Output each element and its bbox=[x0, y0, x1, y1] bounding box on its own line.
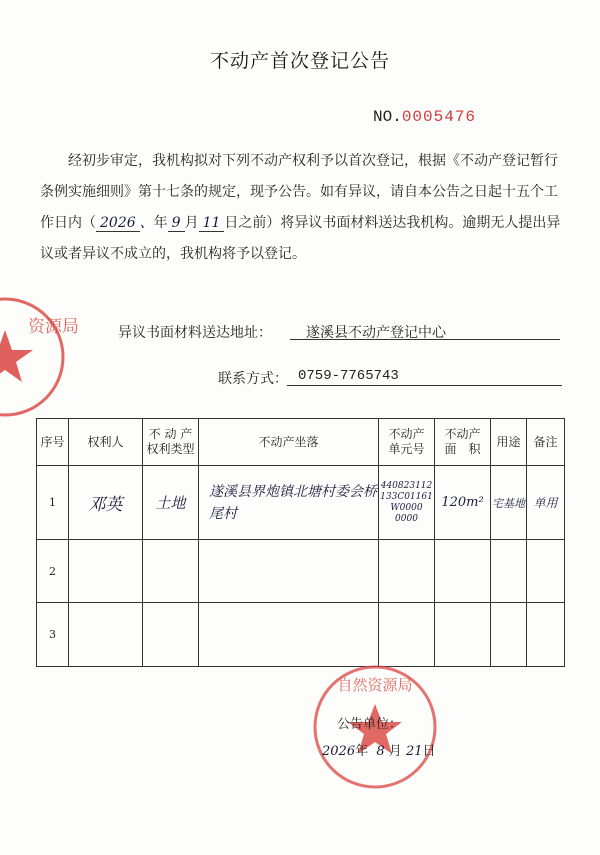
body-text-1: 经初步审定，我机构拟对下列不动产权利予以首次登记，根据《不动产登记暂行条例实施细则》第十七条的规定，现予公告。如有异议，请自本公告之日起十五个工作日内（ bbox=[40, 153, 558, 231]
row-area: 120m² bbox=[435, 466, 491, 540]
row-use bbox=[491, 540, 527, 603]
footer-issuer-label: 公告单位： bbox=[337, 717, 403, 732]
row-location bbox=[199, 603, 379, 667]
row-owner: 邓英 bbox=[69, 466, 143, 540]
row-type bbox=[143, 603, 199, 667]
row-unit-line4: 0000 bbox=[395, 513, 418, 524]
footer-year-unit: 年 bbox=[355, 744, 369, 759]
deadline-year-sep: 、 bbox=[139, 215, 154, 231]
page-title: 不动产首次登记公告 bbox=[209, 50, 390, 72]
row-unit-line3: W0000 bbox=[390, 502, 423, 513]
contact-value: 0759-7765743 bbox=[298, 368, 399, 384]
deadline-day-unit: 日之前） bbox=[224, 215, 281, 231]
table-row bbox=[37, 466, 565, 540]
header-type-line1: 不 动 产 bbox=[148, 427, 193, 441]
deadline-day: 11 bbox=[199, 215, 225, 232]
footer-year: 2026 bbox=[322, 744, 356, 759]
row-note bbox=[527, 540, 565, 603]
header-note: 备注 bbox=[527, 419, 565, 466]
footer-day: 21 bbox=[405, 744, 423, 759]
header-type-line2: 权利类型 bbox=[146, 442, 195, 456]
row-index: 1 bbox=[37, 466, 69, 540]
official-seal-text: 自然资源局 bbox=[337, 676, 413, 694]
serial-label: NO. bbox=[373, 108, 402, 126]
footer-date bbox=[322, 740, 436, 759]
row-use bbox=[491, 603, 527, 667]
row-type bbox=[143, 540, 199, 603]
left-seal-stamp bbox=[0, 292, 79, 422]
address-underline bbox=[290, 339, 560, 340]
row-unit-number bbox=[379, 540, 435, 603]
contact-label: 联系方式： bbox=[218, 371, 288, 387]
row-location bbox=[199, 540, 379, 603]
header-location: 不动产坐落 bbox=[199, 419, 379, 466]
row-type: 土地 bbox=[143, 466, 199, 540]
table-row bbox=[37, 603, 565, 667]
header-type bbox=[143, 419, 199, 466]
table-header-row bbox=[37, 419, 565, 466]
header-unit-number bbox=[379, 419, 435, 466]
row-index: 3 bbox=[37, 603, 69, 667]
row-unit-line2: 133C01161 bbox=[380, 491, 433, 502]
row-area bbox=[435, 603, 491, 667]
header-area bbox=[435, 419, 491, 466]
header-unit-line1: 不动产 bbox=[388, 427, 425, 441]
row-index: 2 bbox=[37, 540, 69, 603]
row-owner bbox=[69, 540, 143, 603]
header-unit-line2: 单元号 bbox=[388, 442, 425, 456]
header-area-line1: 不动产 bbox=[444, 427, 481, 441]
header-use: 用途 bbox=[491, 419, 527, 466]
deadline-year-unit: 年 bbox=[153, 215, 168, 231]
serial-number bbox=[373, 106, 476, 126]
deadline-month-unit: 月 bbox=[184, 215, 199, 231]
header-area-line2: 面 积 bbox=[444, 442, 481, 456]
header-owner: 权利人 bbox=[69, 419, 143, 466]
deadline-year: 2026 bbox=[96, 215, 140, 232]
row-unit-number bbox=[379, 466, 435, 540]
footer-month-unit: 月 bbox=[388, 744, 402, 759]
table-row bbox=[37, 540, 565, 603]
notice-body bbox=[40, 146, 570, 270]
contact-underline bbox=[287, 385, 562, 386]
row-unit-line1: 440823112 bbox=[380, 480, 433, 491]
header-index: 序号 bbox=[37, 419, 69, 466]
address-value: 遂溪县不动产登记中心 bbox=[306, 325, 446, 341]
row-owner bbox=[69, 603, 143, 667]
body-text-2: 将异议书面材料送达我机构。逾期无人提出异议或者异议不成立的，我机构将予以登记。 bbox=[40, 215, 561, 262]
footer-day-unit: 日 bbox=[422, 744, 436, 759]
deadline-month: 9 bbox=[168, 215, 185, 232]
row-use: 宅基地 bbox=[491, 466, 527, 540]
property-table bbox=[36, 418, 565, 667]
left-seal-text: 资源局 bbox=[28, 317, 79, 337]
footer-month: 8 bbox=[376, 744, 385, 759]
row-note bbox=[527, 603, 565, 667]
row-note: 单用 bbox=[527, 466, 565, 540]
row-unit-number bbox=[379, 603, 435, 667]
address-label: 异议书面材料送达地址： bbox=[118, 325, 272, 341]
row-area bbox=[435, 540, 491, 603]
serial-value: 0005476 bbox=[401, 108, 477, 126]
row-location: 遂溪县界炮镇北塘村委会桥尾村 bbox=[199, 466, 379, 540]
